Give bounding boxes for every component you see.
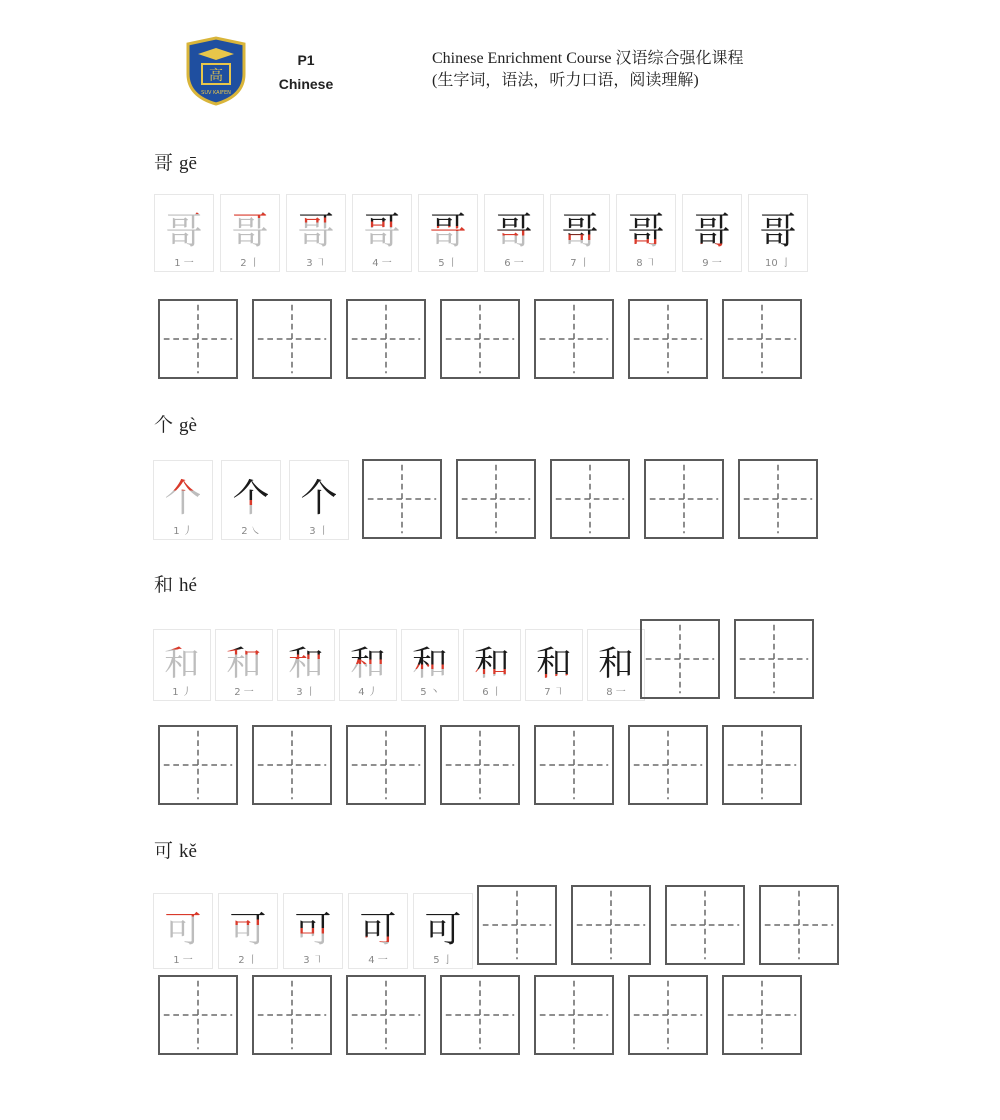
course-title-block xyxy=(432,48,744,92)
practice-writing-box[interactable] xyxy=(477,885,557,965)
practice-writing-box[interactable] xyxy=(734,619,814,699)
stroke-order-card xyxy=(283,893,343,969)
box-guide-lines xyxy=(573,887,649,963)
box-guide-lines xyxy=(254,727,330,803)
stroke-number-label: 3 ㇕ xyxy=(303,955,323,966)
stroke-number-label: 10 亅 xyxy=(765,258,791,269)
stroke-order-card xyxy=(153,629,211,701)
stroke-order-character: 哥 xyxy=(429,209,467,253)
box-guide-lines xyxy=(348,301,424,377)
stroke-number-label: 3 丨 xyxy=(296,687,316,698)
box-guide-lines xyxy=(479,887,555,963)
box-guide-lines xyxy=(630,727,706,803)
stroke-number-label: 1 一 xyxy=(173,955,193,966)
practice-writing-box[interactable] xyxy=(722,299,802,379)
practice-writing-box[interactable] xyxy=(456,459,536,539)
stroke-order-card xyxy=(352,194,412,272)
box-guide-lines xyxy=(442,301,518,377)
stroke-order-card xyxy=(463,629,521,701)
stroke-order-character: 哥 xyxy=(297,209,335,253)
stroke-order-card xyxy=(616,194,676,272)
stroke-number-label: 3 丨 xyxy=(309,526,329,537)
school-logo xyxy=(184,36,248,106)
stroke-number-label: 2 丨 xyxy=(238,955,258,966)
character-heading-ge4: 个 gè xyxy=(154,414,197,436)
practice-writing-box[interactable] xyxy=(158,299,238,379)
practice-writing-box[interactable] xyxy=(738,459,818,539)
subject-label: Chinese xyxy=(278,76,334,92)
grade-block xyxy=(276,48,336,96)
practice-writing-box[interactable] xyxy=(550,459,630,539)
stroke-number-label: 4 一 xyxy=(368,955,388,966)
stroke-number-label: 6 丨 xyxy=(482,687,502,698)
stroke-order-card xyxy=(221,460,281,540)
box-guide-lines xyxy=(724,727,800,803)
practice-writing-box[interactable] xyxy=(158,725,238,805)
stroke-number-label: 2 ㇏ xyxy=(241,526,261,537)
box-guide-lines xyxy=(160,977,236,1053)
practice-writing-box[interactable] xyxy=(534,299,614,379)
stroke-order-character: 可 xyxy=(229,907,267,951)
box-guide-lines xyxy=(646,461,722,537)
box-guide-lines xyxy=(160,301,236,377)
stroke-order-card xyxy=(484,194,544,272)
stroke-order-card xyxy=(218,893,278,969)
stroke-number-label: 1 一 xyxy=(174,258,194,269)
box-guide-lines xyxy=(348,727,424,803)
stroke-number-label: 2 丨 xyxy=(240,258,260,269)
practice-writing-box[interactable] xyxy=(158,975,238,1055)
box-guide-lines xyxy=(740,461,816,537)
stroke-number-label: 8 一 xyxy=(606,687,626,698)
svg-text:SUV KAIFEN: SUV KAIFEN xyxy=(201,90,231,96)
stroke-order-character: 哥 xyxy=(231,209,269,253)
stroke-order-card xyxy=(289,460,349,540)
stroke-order-character: 和 xyxy=(164,644,200,684)
box-guide-lines xyxy=(667,887,743,963)
stroke-order-character: 和 xyxy=(350,644,386,684)
course-topics: (生字词，语法，听力口语，阅读理解) xyxy=(432,72,699,89)
box-guide-lines xyxy=(736,621,812,697)
box-guide-lines xyxy=(348,977,424,1053)
stroke-order-character: 哥 xyxy=(363,209,401,253)
box-guide-lines xyxy=(761,887,837,963)
practice-writing-box[interactable] xyxy=(628,725,708,805)
character-heading-ke: 可 kě xyxy=(154,840,197,862)
box-guide-lines xyxy=(536,301,612,377)
box-guide-lines xyxy=(724,301,800,377)
stroke-order-character: 可 xyxy=(164,907,202,951)
practice-writing-box[interactable] xyxy=(362,459,442,539)
stroke-number-label: 9 一 xyxy=(702,258,722,269)
stroke-number-label: 8 ㇕ xyxy=(636,258,656,269)
stroke-order-character: 和 xyxy=(598,644,634,684)
stroke-order-character: 和 xyxy=(226,644,262,684)
box-guide-lines xyxy=(642,621,718,697)
practice-writing-box[interactable] xyxy=(252,299,332,379)
stroke-order-card xyxy=(286,194,346,272)
stroke-number-label: 5 丨 xyxy=(438,258,458,269)
box-guide-lines xyxy=(630,977,706,1053)
practice-writing-box[interactable] xyxy=(346,725,426,805)
practice-writing-box[interactable] xyxy=(440,299,520,379)
box-guide-lines xyxy=(364,461,440,537)
box-guide-lines xyxy=(552,461,628,537)
stroke-order-card xyxy=(550,194,610,272)
stroke-order-character: 个 xyxy=(164,475,202,521)
box-guide-lines xyxy=(160,727,236,803)
character-heading-ge1: 哥 gē xyxy=(154,152,197,174)
practice-writing-box[interactable] xyxy=(440,725,520,805)
stroke-order-card xyxy=(587,629,645,701)
stroke-order-card xyxy=(413,893,473,969)
box-guide-lines xyxy=(254,977,330,1053)
box-guide-lines xyxy=(442,977,518,1053)
stroke-number-label: 4 一 xyxy=(372,258,392,269)
practice-writing-box[interactable] xyxy=(571,885,651,965)
practice-writing-box[interactable] xyxy=(722,975,802,1055)
stroke-order-card xyxy=(277,629,335,701)
stroke-order-character: 和 xyxy=(536,644,572,684)
stroke-order-character: 个 xyxy=(300,475,338,521)
practice-writing-box[interactable] xyxy=(759,885,839,965)
stroke-order-character: 可 xyxy=(359,907,397,951)
stroke-order-character: 可 xyxy=(294,907,332,951)
practice-writing-box[interactable] xyxy=(640,619,720,699)
stroke-number-label: 5 丶 xyxy=(420,687,440,698)
practice-writing-box[interactable] xyxy=(644,459,724,539)
box-guide-lines xyxy=(724,977,800,1053)
practice-writing-box[interactable] xyxy=(534,725,614,805)
practice-writing-box[interactable] xyxy=(440,975,520,1055)
stroke-order-card xyxy=(153,893,213,969)
stroke-order-card xyxy=(348,893,408,969)
svg-text:高: 高 xyxy=(209,68,223,84)
stroke-number-label: 5 亅 xyxy=(433,955,453,966)
stroke-order-character: 哥 xyxy=(495,209,533,253)
stroke-number-label: 3 ㇕ xyxy=(306,258,326,269)
course-title: Chinese Enrichment Course 汉语综合强化课程 xyxy=(432,50,744,67)
stroke-order-character: 和 xyxy=(288,644,324,684)
practice-writing-box[interactable] xyxy=(628,299,708,379)
stroke-order-card xyxy=(154,194,214,272)
stroke-number-label: 4 丿 xyxy=(358,687,378,698)
stroke-order-character: 和 xyxy=(412,644,448,684)
box-guide-lines xyxy=(630,301,706,377)
practice-writing-box[interactable] xyxy=(346,975,426,1055)
stroke-order-character: 哥 xyxy=(693,209,731,253)
box-guide-lines xyxy=(536,727,612,803)
stroke-order-character: 哥 xyxy=(759,209,797,253)
practice-writing-box[interactable] xyxy=(628,975,708,1055)
stroke-order-character: 哥 xyxy=(165,209,203,253)
box-guide-lines xyxy=(442,727,518,803)
stroke-order-card xyxy=(215,629,273,701)
box-guide-lines xyxy=(458,461,534,537)
stroke-order-card xyxy=(339,629,397,701)
box-guide-lines xyxy=(536,977,612,1053)
stroke-order-character: 个 xyxy=(232,475,270,521)
stroke-order-card xyxy=(153,460,213,540)
stroke-number-label: 1 丿 xyxy=(173,526,193,537)
practice-writing-box[interactable] xyxy=(252,725,332,805)
stroke-order-card xyxy=(525,629,583,701)
practice-writing-box[interactable] xyxy=(534,975,614,1055)
stroke-number-label: 7 丨 xyxy=(570,258,590,269)
stroke-number-label: 1 丿 xyxy=(172,687,192,698)
box-guide-lines xyxy=(254,301,330,377)
stroke-order-character: 哥 xyxy=(627,209,665,253)
stroke-order-character: 哥 xyxy=(561,209,599,253)
stroke-order-character: 和 xyxy=(474,644,510,684)
stroke-number-label: 6 一 xyxy=(504,258,524,269)
stroke-number-label: 2 一 xyxy=(234,687,254,698)
grade-label: P1 xyxy=(297,52,315,68)
stroke-order-card xyxy=(220,194,280,272)
stroke-order-card xyxy=(682,194,742,272)
stroke-order-card xyxy=(401,629,459,701)
stroke-number-label: 7 ㇕ xyxy=(544,687,564,698)
practice-writing-box[interactable] xyxy=(722,725,802,805)
stroke-order-character: 可 xyxy=(424,907,462,951)
practice-writing-box[interactable] xyxy=(665,885,745,965)
practice-writing-box[interactable] xyxy=(252,975,332,1055)
stroke-order-card xyxy=(418,194,478,272)
character-heading-he: 和 hé xyxy=(154,574,197,596)
practice-writing-box[interactable] xyxy=(346,299,426,379)
stroke-order-card xyxy=(748,194,808,272)
